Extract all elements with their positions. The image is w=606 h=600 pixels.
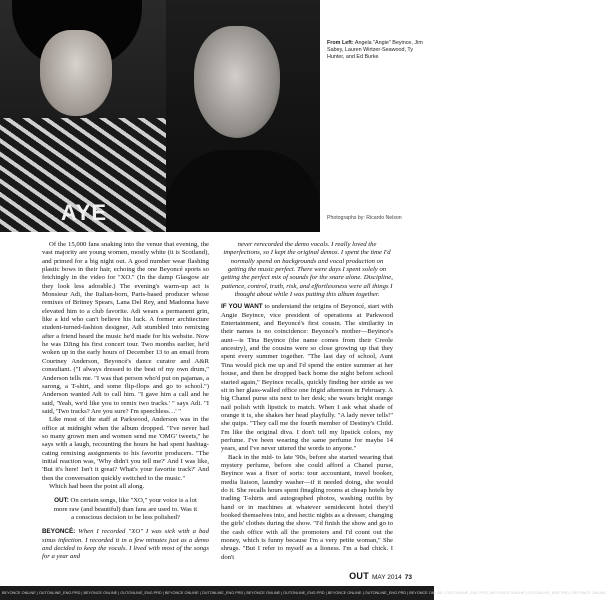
article-column-left — [42, 241, 209, 562]
paragraph-text: to understand the origins of Beyoncé, start with Angie Beyince, vice president of operations at Parkwood Entertainment, and Beyoncé's first cousin. The similarity in their names is no coincidence: Beyoncé's mother—Beyince's aunt—is Tina Beyince (the name comes from their Creole ancestry), and the cousins were so close growing up that they spent every summer together. "The last day of school, Aunt Tina would pick me up and I'd spend the entire summer at her house, and then be dropped back home the night before school started again," Beyince recalls, quickly finding her stride as we sit in her glass-walled office one frigid afternoon in February. A big Chanel purse sits next to her desk; she wears bright orange nail polish with lipstick to match. When I ask what shade of orange it is, she shakes her head playfully. "A lady never tells!" she quips. "They call me the fourth member of Destiny's Child. I'm like the original diva. I don't tell my lipstick colors, my perfume. I've been wearing the same perfume for maybe 14 years, and I've never uttered the words to anyone." — [221, 303, 393, 453]
face — [194, 26, 280, 138]
interview-answer — [42, 528, 209, 561]
page-number: 73 — [404, 574, 412, 581]
question-label: OUT: — [54, 497, 69, 505]
caption-lead: From Left: — [327, 40, 354, 46]
article-column-right — [221, 241, 393, 562]
section-lead-in: IF YOU WANT — [221, 303, 263, 311]
interview-question — [52, 497, 199, 522]
portrait-photo — [0, 0, 320, 232]
paragraph: Which had been the point all along. — [49, 482, 145, 490]
paragraph — [221, 303, 393, 453]
print-bleed-strip: BEYONCE ONLINE | OUTONLINE_ENG.PRD | BEYONCE ONLINE | OUTONLINE_ENG.PRD | BEYONCE ONLINE | OUTONLINE_ENG.PRD | BEYONCE ONLINE | OUTONLINE_ENG.PRD | BEYONCE ONLINE | OUTONLINE_ENG.PRD | BEYONCE ONLINE | OUTONLINE_ENG.PRD | BEYONCE ONLINE | OUTONLINE_ENG.PRD | BEYONCE ONLINE — [0, 586, 434, 600]
portrait-right-person — [166, 0, 320, 232]
paragraph: Of the 15,000 fans snaking into the venue that evening, the vast majority are young women, mostly white (it is Scotland), and primed for a big night out. A good number wear flashing plastic bows in their hair, echoing the one Beyoncé sports so fetchingly in the video for "XO." (In the damp Glasgow air they look less adorable.) The evening's warm-up act is Monsieur Adi, the Italian-born, Paris-based producer whose remixes of Britney Spears, Lana Del Rey, and Madonna have elevated him to a club favorite. Adi wears a permanent grin, like a kid who can't believe his luck. A former architecture student-turned-fashion designer, Adi stumbled into remixing after a friend heard the music he'd made for his website. Now he was DJing his first concert tour. Two months earlier, he'd woken up in the early hours of December 13 to an email from Courtney Anderson, Beyoncé's dance curator and A&R consultant. ("I always dressed to the beat of my own drum," Anderson tells me. "I was that person who'd put on pajamas, a sarong, a T-shirt, and some flip-flops and go to school.") Anderson wanted Adi to call him. "I gave him a call and he said, 'Yeah, we'd like you to remix two tracks.' " says Adi. "I said, 'Two tracks? Are you sure? I'm speechless…' " — [42, 241, 209, 415]
shoulders — [166, 150, 320, 232]
photo-caption — [327, 40, 431, 61]
paragraph: Like most of the staff at Parkwood, Anderson was in the office at midnight when the album dropped. "I've never had so many grown men and women send me 'OMG' tweets," he says with a laugh, recounting the hours he had spent hashtag-cating remixing assignments to his favorite producers. "The initial reaction was, 'Why didn't you tell me?' And I was like, 'But it's here! Isn't it great? What's your favorite track?' And then the conversation quickly switched to the music." — [42, 416, 209, 482]
portrait-left-person — [0, 0, 166, 232]
page-folio — [349, 571, 412, 581]
face — [40, 30, 112, 116]
shirt-print: AYE — [60, 200, 108, 225]
caption-text: Angela "Angie" Beyince, Jim Sabey, Lauren Wirtzer-Seawood, Ty Hunter, and Ed Burke — [327, 40, 423, 61]
paragraph: Back in the mid- to late '90s, before she started wearing that mystery perfume, before she could afford a Chanel purse, Beyince was a fixer of sorts: tour accountant, travel booker, media liaison, laundry washer—if it needed doing, she would do it. She recalls hours spent finagling rooms at cheap hotels by trading T-shirts and autographed photos, washing outfits by hand or in machines at whatever semidecent hotel they'd booked themselves into, and hectic nights as a dresser, changing the girls' clothes during the show. "I'd finish the show and go to the cash office with all the promoters and I'd count out the money, which is funny because I'm a very petite woman," She shrugs. "But I refer to myself as a lioness. I'm a bad chick. I don't — [221, 453, 393, 561]
answer-label: BEYONCÉ: — [42, 528, 76, 536]
answer-text: When I recorded "XO" I was sick with a bad sinus infection. I recorded it in a few minutes just as a demo and decided to keep the vocals. I lived with most of the songs for a year and — [42, 528, 209, 561]
magazine-name: OUT — [349, 571, 369, 581]
question-text: On certain songs, like "XO," your voice is a lot more raw (and beautiful) than fans are used to. Was it a conscious decision to be less polished? — [53, 497, 198, 521]
issue-date: MAY 2014 — [372, 574, 402, 581]
interview-answer-continued: never rerecorded the demo vocals. I really loved the imperfections, so I kept the original demos. I spent the time I'd normally spend on backgrounds and vocal production on getting the music perfect. There were days I spent solely on getting the perfect mix of sounds for the snare alone. Discipline, patience, control, truth, risk, and effortlessness were all things I thought about while I was putting this album together. — [221, 241, 393, 299]
photo-credit: Photographs by: Ricardo Nelson — [327, 215, 402, 221]
